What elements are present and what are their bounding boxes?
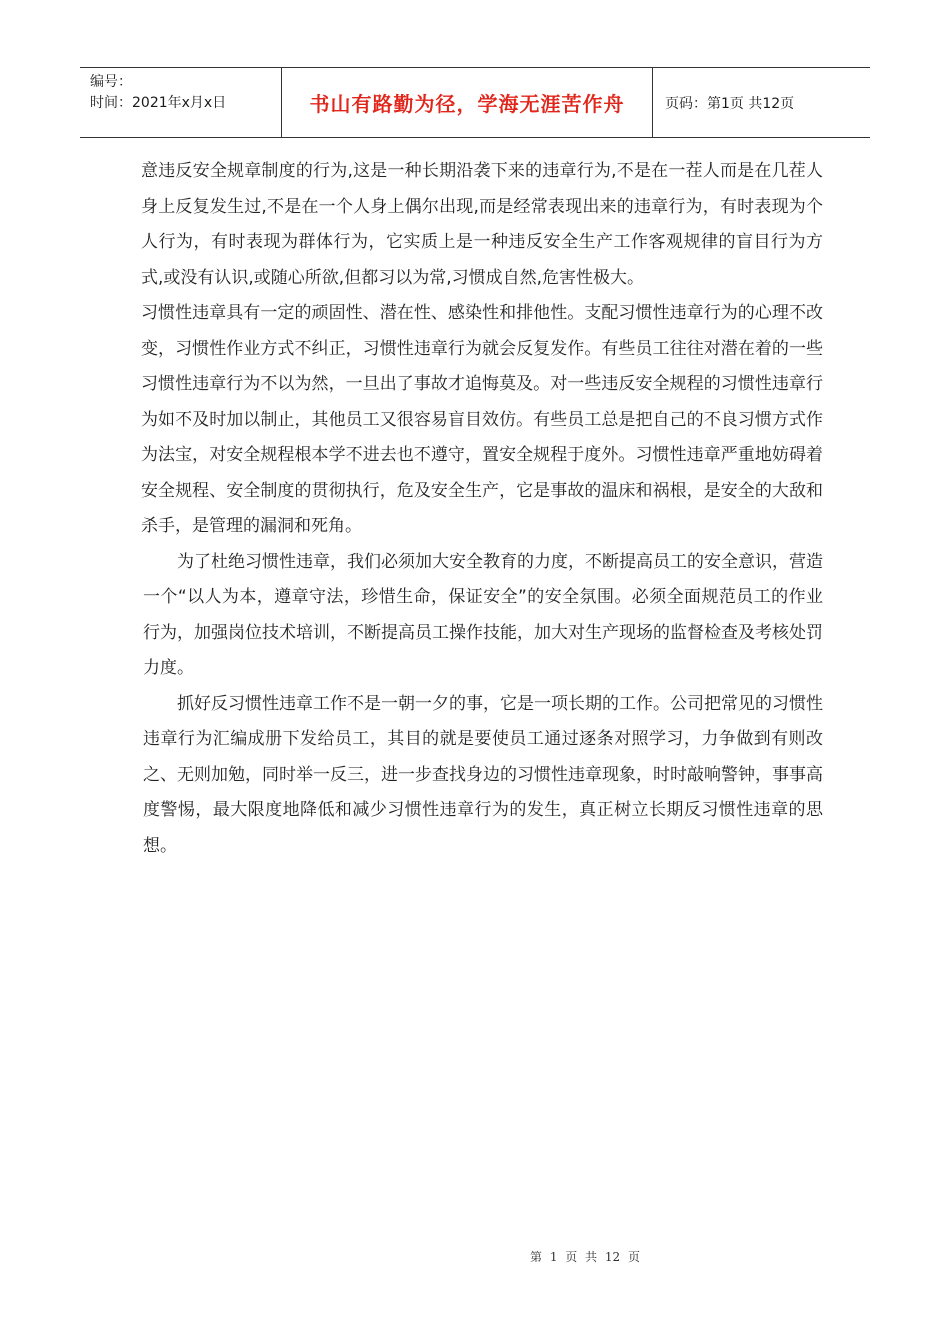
- header-motto: 书山有路勤为径，学海无涯苦作舟: [282, 68, 653, 137]
- document-body: [143, 154, 823, 864]
- header-page-info: 页码：第1页 共12页: [665, 95, 795, 112]
- paragraph-2: 习惯性违章具有一定的顽固性、潜在性、感染性和排他性。支配习惯性违章行为的心理不改变，习惯性作业方式不纠正，习惯性违章行为就会反复发作。有些员工往往对潜在着的一些习惯性违章行为不以为然，一旦出了事故才追悔莫及。对一些违反安全规程的习惯性违章行为如不及时加以制止，其他员工又很容易盲目效仿。有些员工总是把自己的不良习惯方式作为法宝，对安全规程根本学不进去也不遵守，置安全规程于度外。习惯性违章严重地妨碍着安全规程、安全制度的贯彻执行，危及安全生产，它是事故的温床和祸根，是安全的大敌和杀手，是管理的漏洞和死角。: [141, 303, 823, 536]
- paragraph-3: 为了杜绝习惯性违章，我们必须加大安全教育的力度，不断提高员工的安全意识，营造一个“以人为本，遵章守法，珍惜生命，保证安全”的安全氛围。必须全面规范员工的作业行为，加强岗位技术培训，不断提高员工操作技能，加大对生产现场的监督检查及考核处罚力度。: [143, 551, 823, 678]
- footer-page-number: 第 1 页 共 12 页: [530, 1250, 640, 1264]
- header-meta: [80, 68, 282, 137]
- document-time-label: 时间：2021年x月x日: [90, 95, 227, 111]
- page-footer: [0, 1248, 950, 1265]
- page-header: [80, 67, 870, 138]
- document-number-label: 编号：: [90, 74, 132, 90]
- paragraph-4: 抓好反习惯性违章工作不是一朝一夕的事，它是一项长期的工作。公司把常见的习惯性违章行为汇编成册下发给员工，其目的就是要使员工通过逐条对照学习，力争做到有则改之、无则加勉，同时举一反三，进一步查找身边的习惯性违章现象，时时敲响警钟，事事高度警惕，最大限度地降低和减少习惯性违章行为的发生，真正树立长期反习惯性违章的思想。: [143, 693, 823, 856]
- paragraph-1: 意违反安全规章制度的行为,这是一种长期沿袭下来的违章行为,不是在一茬人而是在几茬人身上反复发生过,不是在一个人身上偶尔出现,而是经常表现出来的违章行为，有时表现为个人行为，有时表现为群体行为，它实质上是一种违反安全生产工作客观规律的盲目行为方式,或没有认识,或随心所欲,但都习以为常,习惯成自然,危害性极大。: [141, 161, 823, 288]
